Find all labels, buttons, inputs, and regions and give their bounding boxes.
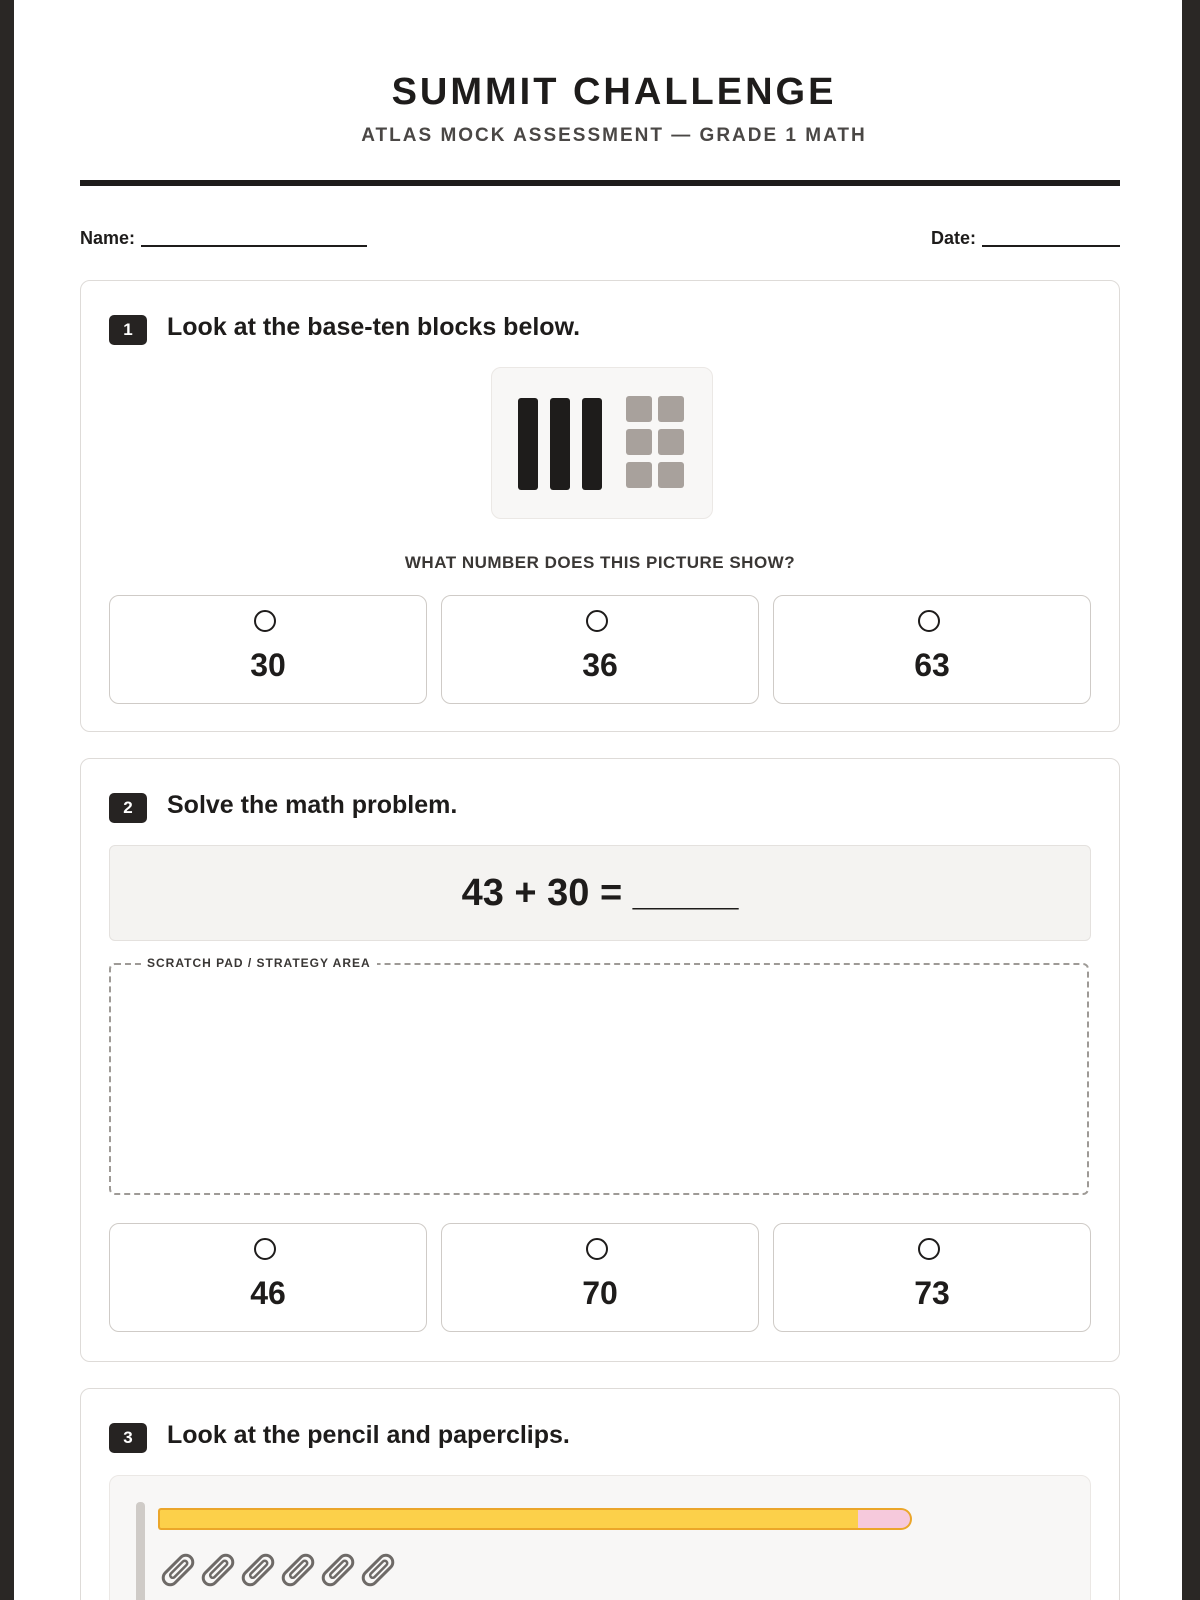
radio-empty-icon[interactable] (586, 1238, 608, 1260)
paperclip-icon (238, 1550, 278, 1590)
paperclip-icon (158, 1550, 198, 1590)
choice-value: 30 (250, 647, 286, 683)
worksheet-page (14, 0, 1182, 1600)
choice-value: 73 (914, 1275, 950, 1311)
choice-value: 46 (250, 1275, 286, 1311)
paperclip-icon (278, 1550, 318, 1590)
question-number-badge: 2 (109, 793, 147, 823)
answer-choice-c[interactable] (773, 1223, 1091, 1332)
ones-unit (658, 396, 684, 422)
scratch-pad-label: SCRATCH PAD / STRATEGY AREA (141, 955, 377, 971)
paperclip-icon (198, 1550, 238, 1590)
equation-box: 43 + 30 = _____ (109, 845, 1091, 941)
name-field[interactable] (80, 228, 367, 249)
radio-empty-icon[interactable] (918, 610, 940, 632)
start-line (136, 1502, 145, 1600)
answer-choice-b[interactable] (441, 595, 759, 704)
answer-choice-a[interactable] (109, 1223, 427, 1332)
tens-rod (582, 398, 602, 490)
radio-empty-icon[interactable] (918, 1238, 940, 1260)
measurement-figure (109, 1475, 1091, 1600)
answer-choice-a[interactable] (109, 595, 427, 704)
pencil-body (158, 1508, 858, 1530)
page-title: SUMMIT CHALLENGE (391, 71, 837, 113)
radio-empty-icon[interactable] (254, 1238, 276, 1260)
radio-empty-icon[interactable] (586, 610, 608, 632)
question-text: Look at the base-ten blocks below. (167, 313, 581, 341)
ones-unit (626, 462, 652, 488)
question-text: Look at the pencil and paperclips. (167, 1421, 570, 1449)
tens-rod (518, 398, 538, 490)
answer-choice-c[interactable] (773, 595, 1091, 704)
date-blank-line[interactable] (982, 245, 1120, 247)
question-prompt: WHAT NUMBER DOES THIS PICTURE SHOW? (404, 553, 796, 572)
question-text: Solve the math problem. (167, 791, 458, 819)
tens-rod (550, 398, 570, 490)
header-divider (80, 180, 1120, 186)
page-subtitle: ATLAS MOCK ASSESSMENT — GRADE 1 MATH (361, 125, 867, 146)
paperclip-row (158, 1550, 418, 1594)
answer-choices (109, 1223, 1091, 1333)
name-label: Name: (80, 228, 136, 248)
question-number-badge: 1 (109, 315, 147, 345)
student-info-row (80, 228, 1120, 252)
date-label: Date: (930, 228, 976, 248)
radio-empty-icon[interactable] (254, 610, 276, 632)
question-card-1 (80, 280, 1120, 732)
answer-choice-b[interactable] (441, 1223, 759, 1332)
pencil-eraser (858, 1508, 912, 1530)
question-card-2 (80, 758, 1120, 1362)
choice-value: 63 (914, 647, 950, 683)
answer-choices (109, 595, 1091, 705)
worksheet-header (14, 66, 1182, 148)
base-ten-blocks-figure (491, 367, 713, 519)
date-field[interactable] (931, 228, 1120, 249)
ones-unit (626, 396, 652, 422)
paperclip-icon (358, 1550, 398, 1590)
scratch-pad-area[interactable] (109, 956, 1089, 1195)
choice-value: 36 (582, 647, 618, 683)
name-blank-line[interactable] (141, 245, 367, 247)
ones-unit (626, 429, 652, 455)
ones-unit (658, 462, 684, 488)
paperclip-icon (318, 1550, 358, 1590)
ones-unit (658, 429, 684, 455)
question-number-badge: 3 (109, 1423, 147, 1453)
pencil-icon (158, 1508, 924, 1530)
choice-value: 70 (582, 1275, 618, 1311)
question-card-3 (80, 1388, 1120, 1600)
